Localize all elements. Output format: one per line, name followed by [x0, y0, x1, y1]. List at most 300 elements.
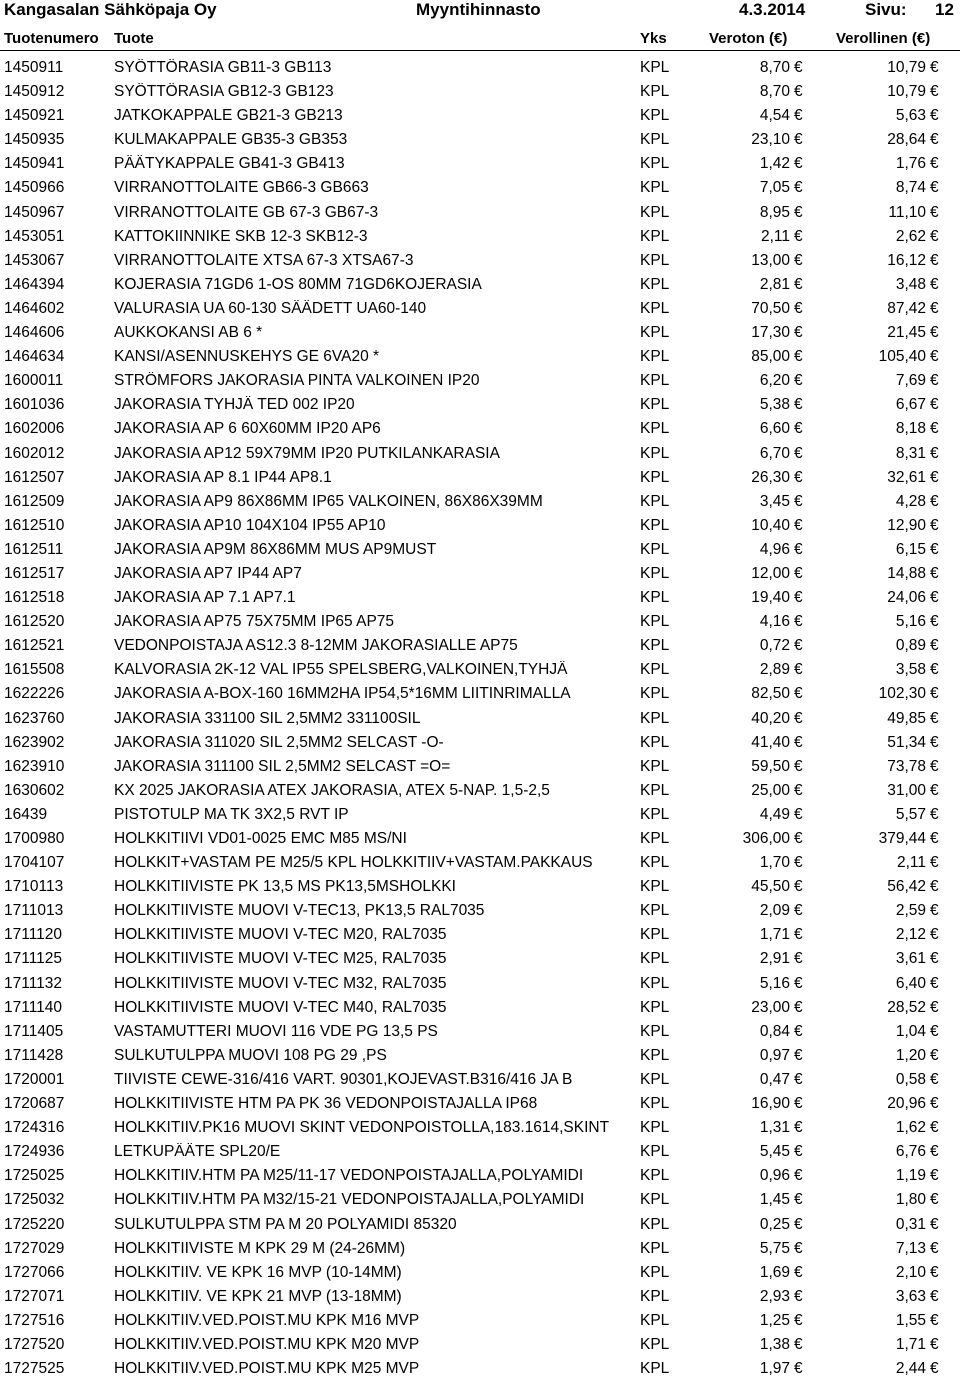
product-number: 1612518	[4, 589, 65, 607]
product-name: HOLKKITIIVISTE MUOVI V-TEC13, PK13,5 RAL7035	[114, 902, 485, 920]
table-row	[0, 803, 960, 827]
table-row	[0, 104, 960, 128]
product-number: 1725032	[4, 1191, 65, 1209]
product-unit: KPL	[640, 805, 670, 823]
table-row	[0, 345, 960, 369]
price-net: 5,75	[759, 1239, 790, 1257]
table-row	[0, 490, 960, 514]
product-number: 1725025	[4, 1167, 65, 1185]
euro-sign-icon: €	[930, 637, 939, 655]
euro-sign-icon: €	[794, 227, 803, 245]
price-gross: 0,58	[895, 1070, 926, 1088]
product-name: PISTOTULP MA TK 3X2,5 RVT IP	[114, 805, 349, 823]
product-number: 1727520	[4, 1335, 65, 1353]
table-row	[0, 297, 960, 321]
table-row	[0, 393, 960, 417]
euro-sign-icon: €	[930, 59, 939, 76]
product-number: 16439	[4, 805, 48, 823]
company-name: Kangasalan Sähköpaja Oy	[4, 0, 217, 19]
product-number: 1450921	[4, 107, 65, 125]
product-number: 1700980	[4, 830, 65, 847]
product-name: HOLKKITIIV. VE KPK 21 MVP (13-18MM)	[114, 1287, 402, 1305]
euro-sign-icon: €	[930, 131, 939, 149]
product-name: TIIVISTE CEWE-316/416 VART. 90301,KOJEVAST.B316/416 JA B	[114, 1070, 573, 1088]
price-net: 0,97	[759, 1046, 790, 1064]
euro-sign-icon: €	[794, 1070, 803, 1088]
product-name: JAKORASIA AP12 59X79MM IP20 PUTKILANKARASIA	[114, 444, 500, 462]
euro-sign-icon: €	[930, 203, 939, 221]
product-unit: KPL	[640, 468, 670, 486]
product-name: JAKORASIA A-BOX-160 16MM2HA IP54,5*16MM LIITINRIMALLA	[114, 685, 571, 703]
price-net: 0,96	[759, 1167, 790, 1185]
price-gross: 1,62	[895, 1119, 926, 1137]
product-unit: KPL	[640, 1119, 670, 1137]
euro-sign-icon: €	[930, 179, 939, 197]
price-gross: 24,06	[887, 589, 926, 607]
product-number: 1711120	[4, 926, 63, 944]
product-unit: KPL	[640, 251, 670, 269]
table-row	[0, 273, 960, 297]
euro-sign-icon: €	[794, 974, 803, 992]
euro-sign-icon: €	[930, 1070, 939, 1088]
price-net: 0,25	[759, 1215, 790, 1233]
table-row	[0, 610, 960, 634]
product-unit: KPL	[640, 516, 670, 534]
product-name: HOLKKITIIVISTE MUOVI V-TEC M32, RAL7035	[114, 974, 447, 992]
table-row	[0, 899, 960, 923]
euro-sign-icon: €	[930, 1095, 939, 1113]
product-number: 1601036	[4, 396, 65, 414]
product-number: 1602012	[4, 444, 65, 462]
euro-sign-icon: €	[930, 1167, 939, 1185]
product-number: 1453067	[4, 251, 65, 269]
euro-sign-icon: €	[794, 131, 803, 149]
product-number: 1623760	[4, 709, 65, 727]
price-net: 8,70	[759, 59, 790, 76]
price-net: 1,69	[759, 1263, 790, 1281]
product-name: SYÖTTÖRASIA GB12-3 GB123	[114, 83, 334, 101]
price-gross: 2,59	[895, 902, 926, 920]
product-number: 1612517	[4, 564, 65, 582]
price-net: 2,89	[759, 661, 790, 679]
price-net: 6,20	[759, 372, 790, 390]
product-number: 1711428	[4, 1046, 64, 1064]
price-gross: 0,31	[895, 1215, 926, 1233]
price-gross: 3,58	[895, 661, 926, 679]
price-net: 1,70	[759, 854, 790, 872]
price-gross: 1,76	[895, 155, 926, 173]
euro-sign-icon: €	[930, 854, 939, 872]
price-net: 0,72	[759, 637, 790, 655]
price-gross: 2,44	[895, 1360, 926, 1378]
price-gross: 87,42	[887, 299, 926, 317]
table-row	[0, 682, 960, 706]
product-name: JAKORASIA AP7 IP44 AP7	[114, 564, 302, 582]
product-unit: KPL	[640, 324, 670, 342]
table-row	[0, 56, 960, 80]
product-number: 1724936	[4, 1143, 65, 1161]
table-row	[0, 1261, 960, 1285]
product-unit: KPL	[640, 1239, 670, 1257]
product-unit: KPL	[640, 444, 670, 462]
product-number: 1602006	[4, 420, 65, 438]
product-name: KATTOKIINNIKE SKB 12-3 SKB12-3	[114, 227, 368, 245]
price-gross: 28,52	[887, 998, 926, 1016]
product-number: 1725220	[4, 1215, 65, 1233]
price-gross: 10,79	[887, 83, 926, 101]
product-number: 1464394	[4, 275, 65, 293]
product-name: AUKKOKANSI AB 6 *	[114, 324, 263, 342]
column-header-unit: Yks	[640, 30, 667, 47]
product-number: 1464606	[4, 324, 65, 342]
euro-sign-icon: €	[794, 661, 803, 679]
product-number: 1453051	[4, 227, 65, 245]
euro-sign-icon: €	[930, 1143, 939, 1161]
product-name: HOLKKITIIV.HTM PA M25/11-17 VEDONPOISTAJALLA,POLYAMIDI	[114, 1167, 584, 1185]
table-row	[0, 1140, 960, 1164]
table-row	[0, 731, 960, 755]
euro-sign-icon: €	[794, 637, 803, 655]
euro-sign-icon: €	[794, 1215, 803, 1233]
product-unit: KPL	[640, 1191, 670, 1209]
table-row	[0, 1020, 960, 1044]
table-row	[0, 201, 960, 225]
table-row	[0, 1164, 960, 1188]
euro-sign-icon: €	[794, 613, 803, 631]
product-unit: KPL	[640, 131, 670, 149]
product-number: 1450967	[4, 203, 65, 221]
price-gross: 2,62	[895, 227, 926, 245]
product-name: SYÖTTÖRASIA GB11-3 GB113	[114, 59, 332, 76]
product-unit: KPL	[640, 492, 670, 510]
price-gross: 6,67	[895, 396, 926, 414]
price-gross: 1,04	[895, 1022, 926, 1040]
product-unit: KPL	[640, 733, 670, 751]
product-unit: KPL	[640, 613, 670, 631]
euro-sign-icon: €	[930, 757, 939, 775]
product-name: VEDONPOISTAJA AS12.3 8-12MM JAKORASIALLE AP75	[114, 637, 518, 655]
table-row	[0, 1188, 960, 1212]
euro-sign-icon: €	[930, 227, 939, 245]
euro-sign-icon: €	[930, 830, 939, 847]
product-number: 1727516	[4, 1311, 65, 1329]
euro-sign-icon: €	[930, 1335, 939, 1353]
euro-sign-icon: €	[930, 902, 939, 920]
euro-sign-icon: €	[930, 1046, 939, 1064]
product-unit: KPL	[640, 1046, 670, 1064]
euro-sign-icon: €	[794, 396, 803, 414]
euro-sign-icon: €	[930, 781, 939, 799]
document-date: 4.3.2014	[739, 0, 806, 19]
product-number: 1450941	[4, 155, 65, 173]
euro-sign-icon: €	[930, 1215, 939, 1233]
product-unit: KPL	[640, 781, 670, 799]
table-row	[0, 658, 960, 682]
price-gross: 8,31	[895, 444, 926, 462]
price-net: 41,40	[751, 733, 790, 751]
product-unit: KPL	[640, 203, 670, 221]
product-name: SULKUTULPPA STM PA M 20 POLYAMIDI 85320	[114, 1215, 457, 1233]
product-unit: KPL	[640, 420, 670, 438]
price-net: 2,93	[759, 1287, 790, 1305]
price-gross: 21,45	[887, 324, 926, 342]
euro-sign-icon: €	[930, 709, 939, 727]
euro-sign-icon: €	[794, 1287, 803, 1305]
euro-sign-icon: €	[794, 878, 803, 896]
product-unit: KPL	[640, 372, 670, 390]
table-row	[0, 538, 960, 562]
table-row	[0, 755, 960, 779]
product-unit: KPL	[640, 564, 670, 582]
column-header-name: Tuote	[114, 30, 154, 47]
table-row	[0, 972, 960, 996]
euro-sign-icon: €	[930, 299, 939, 317]
euro-sign-icon: €	[930, 1191, 939, 1209]
price-net: 6,70	[759, 444, 790, 462]
euro-sign-icon: €	[930, 107, 939, 125]
price-gross: 49,85	[887, 709, 926, 727]
euro-sign-icon: €	[930, 950, 939, 968]
price-gross: 11,10	[888, 203, 926, 221]
table-row	[0, 1116, 960, 1140]
price-net: 4,96	[759, 540, 790, 558]
product-name: VIRRANOTTOLAITE GB66-3 GB663	[114, 179, 369, 197]
product-name: VIRRANOTTOLAITE XTSA 67-3 XTSA67-3	[114, 251, 414, 269]
euro-sign-icon: €	[930, 251, 939, 269]
euro-sign-icon: €	[794, 59, 803, 76]
product-name: JAKORASIA AP 7.1 AP7.1	[114, 589, 296, 607]
table-row	[0, 779, 960, 803]
product-name: HOLKKITIIVISTE MUOVI V-TEC M20, RAL7035	[114, 926, 447, 944]
table-row	[0, 1285, 960, 1309]
price-gross: 8,18	[895, 420, 926, 438]
price-net: 1,42	[759, 155, 790, 173]
product-number: 1720687	[4, 1095, 65, 1113]
euro-sign-icon: €	[794, 1046, 803, 1064]
euro-sign-icon: €	[794, 299, 803, 317]
product-number: 1711125	[4, 950, 63, 968]
table-row	[0, 634, 960, 658]
table-row	[0, 442, 960, 466]
product-unit: KPL	[640, 59, 670, 76]
price-gross: 5,16	[895, 613, 926, 631]
product-name: JAKORASIA 311100 SIL 2,5MM2 SELCAST =O=	[114, 757, 451, 775]
column-header-gross: Verollinen (€)	[836, 30, 931, 47]
price-net: 12,00	[751, 564, 790, 582]
price-net: 8,95	[759, 203, 790, 221]
price-net: 0,84	[759, 1022, 790, 1040]
price-net: 85,00	[751, 348, 790, 366]
product-unit: KPL	[640, 757, 670, 775]
euro-sign-icon: €	[794, 709, 803, 727]
euro-sign-icon: €	[930, 661, 939, 679]
euro-sign-icon: €	[794, 757, 803, 775]
product-number: 1630602	[4, 781, 65, 799]
euro-sign-icon: €	[930, 348, 939, 366]
product-number: 1710113	[4, 878, 64, 896]
euro-sign-icon: €	[794, 83, 803, 101]
table-row	[0, 225, 960, 249]
euro-sign-icon: €	[930, 83, 939, 101]
price-net: 23,10	[751, 131, 790, 149]
price-gross: 1,55	[895, 1311, 926, 1329]
product-unit: KPL	[640, 1360, 670, 1378]
price-gross: 51,34	[887, 733, 926, 751]
price-gross: 5,57	[895, 805, 926, 823]
euro-sign-icon: €	[930, 1360, 939, 1378]
table-header	[0, 26, 960, 51]
price-gross: 4,28	[895, 492, 926, 510]
euro-sign-icon: €	[794, 444, 803, 462]
price-gross: 10,79	[887, 59, 926, 76]
product-unit: KPL	[640, 396, 670, 414]
product-name: KALVORASIA 2K-12 VAL IP55 SPELSBERG,VALKOINEN,TYHJÄ	[114, 661, 568, 679]
euro-sign-icon: €	[794, 372, 803, 390]
price-gross: 0,89	[895, 637, 926, 655]
price-net: 70,50	[751, 299, 790, 317]
product-number: 1612509	[4, 492, 65, 510]
product-unit: KPL	[640, 1095, 670, 1113]
product-unit: KPL	[640, 1143, 670, 1161]
euro-sign-icon: €	[794, 1119, 803, 1137]
euro-sign-icon: €	[794, 564, 803, 582]
product-unit: KPL	[640, 998, 670, 1016]
price-net: 1,38	[759, 1335, 790, 1353]
euro-sign-icon: €	[794, 251, 803, 269]
product-number: 1623910	[4, 757, 65, 775]
price-gross: 105,40	[878, 348, 926, 366]
price-gross: 102,30	[878, 685, 926, 703]
product-number: 1612511	[4, 540, 64, 558]
page-label: Sivu:	[865, 0, 907, 19]
table-row	[0, 1092, 960, 1116]
price-gross: 3,48	[895, 275, 926, 293]
table-row	[0, 321, 960, 345]
product-number: 1450912	[4, 83, 65, 101]
price-net: 40,20	[751, 709, 790, 727]
price-net: 5,16	[759, 974, 790, 992]
euro-sign-icon: €	[794, 516, 803, 534]
product-unit: KPL	[640, 1263, 670, 1281]
euro-sign-icon: €	[794, 589, 803, 607]
price-net: 25,00	[751, 781, 790, 799]
product-name: STRÖMFORS JAKORASIA PINTA VALKOINEN IP20	[114, 372, 480, 390]
product-number: 1711405	[4, 1022, 64, 1040]
euro-sign-icon: €	[930, 1239, 939, 1257]
product-unit: KPL	[640, 589, 670, 607]
euro-sign-icon: €	[794, 1167, 803, 1185]
product-unit: KPL	[640, 1311, 670, 1329]
euro-sign-icon: €	[930, 589, 939, 607]
euro-sign-icon: €	[930, 155, 939, 173]
price-gross: 1,19	[895, 1167, 926, 1185]
euro-sign-icon: €	[794, 1095, 803, 1113]
product-number: 1615508	[4, 661, 65, 679]
product-number: 1727029	[4, 1239, 65, 1257]
product-number: 1711013	[4, 902, 64, 920]
price-net: 59,50	[751, 757, 790, 775]
product-unit: KPL	[640, 1070, 670, 1088]
euro-sign-icon: €	[930, 613, 939, 631]
euro-sign-icon: €	[794, 998, 803, 1016]
product-name: VIRRANOTTOLAITE GB 67-3 GB67-3	[114, 203, 379, 221]
euro-sign-icon: €	[930, 324, 939, 342]
price-net: 306,00	[742, 830, 790, 847]
euro-sign-icon: €	[794, 348, 803, 366]
product-number: 1612510	[4, 516, 65, 534]
price-net: 4,54	[759, 107, 790, 125]
euro-sign-icon: €	[794, 468, 803, 486]
table-row	[0, 80, 960, 104]
euro-sign-icon: €	[930, 396, 939, 414]
euro-sign-icon: €	[930, 805, 939, 823]
product-name: JAKORASIA AP 8.1 IP44 AP8.1	[114, 468, 332, 486]
euro-sign-icon: €	[930, 1287, 939, 1305]
price-net: 4,49	[759, 805, 790, 823]
euro-sign-icon: €	[930, 420, 939, 438]
price-net: 6,60	[759, 420, 790, 438]
price-gross: 31,00	[887, 781, 926, 799]
euro-sign-icon: €	[794, 733, 803, 751]
page-number: 12	[935, 0, 954, 19]
product-unit: KPL	[640, 107, 670, 125]
euro-sign-icon: €	[930, 1022, 939, 1040]
product-name: JAKORASIA AP9M 86X86MM MUS AP9MUST	[114, 540, 437, 558]
table-row	[0, 875, 960, 899]
product-name: HOLKKITIIV.HTM PA M32/15-21 VEDONPOISTAJALLA,POLYAMIDI	[114, 1191, 585, 1209]
product-name: HOLKKIT+VASTAM PE M25/5 KPL HOLKKITIIV+VASTAM.PAKKAUS	[114, 854, 593, 872]
product-number: 1464634	[4, 348, 65, 366]
product-unit: KPL	[640, 1287, 670, 1305]
table-row	[0, 707, 960, 731]
table-row	[0, 466, 960, 490]
euro-sign-icon: €	[930, 878, 939, 896]
product-name: JAKORASIA AP75 75X75MM IP65 AP75	[114, 613, 395, 631]
table-row	[0, 1333, 960, 1357]
euro-sign-icon: €	[794, 107, 803, 125]
price-gross: 1,80	[895, 1191, 926, 1209]
product-unit: KPL	[640, 661, 670, 679]
product-name: KX 2025 JAKORASIA ATEX JAKORASIA, ATEX 5-NAP. 1,5-2,5	[114, 781, 550, 799]
product-unit: KPL	[640, 685, 670, 703]
price-gross: 7,13	[895, 1239, 926, 1257]
price-net: 16,90	[751, 1095, 790, 1113]
product-name: JAKORASIA AP9 86X86MM IP65 VALKOINEN, 86X86X39MM	[114, 492, 543, 510]
euro-sign-icon: €	[930, 564, 939, 582]
product-number: 1600011	[4, 372, 64, 390]
product-name: HOLKKITIIVISTE PK 13,5 MS PK13,5MSHOLKKI	[114, 878, 456, 896]
price-gross: 12,90	[887, 516, 926, 534]
product-number: 1711132	[4, 974, 63, 992]
product-number: 1711140	[4, 998, 63, 1016]
product-unit: KPL	[640, 83, 670, 101]
product-name: VASTAMUTTERI MUOVI 116 VDE PG 13,5 PS	[114, 1022, 438, 1040]
price-gross: 1,20	[895, 1046, 926, 1064]
euro-sign-icon: €	[794, 1263, 803, 1281]
product-unit: KPL	[640, 275, 670, 293]
product-unit: KPL	[640, 950, 670, 968]
price-net: 8,70	[759, 83, 790, 101]
price-gross: 2,11	[896, 854, 926, 872]
price-gross: 7,69	[895, 372, 926, 390]
price-gross: 6,76	[895, 1143, 926, 1161]
price-net: 82,50	[751, 685, 790, 703]
euro-sign-icon: €	[930, 468, 939, 486]
product-name: PÄÄTYKAPPALE GB41-3 GB413	[114, 155, 345, 173]
product-unit: KPL	[640, 854, 670, 872]
price-gross: 32,61	[887, 468, 926, 486]
price-gross: 6,40	[895, 974, 926, 992]
